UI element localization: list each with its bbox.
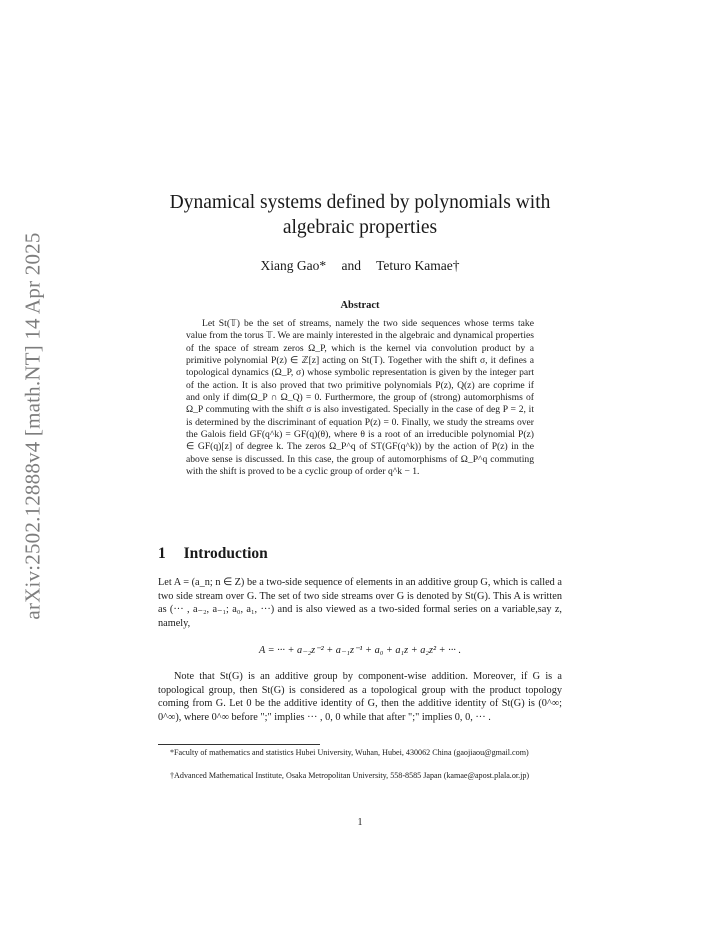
author-kamae: Teturo Kamae† xyxy=(376,258,460,273)
abstract-text: Let St(𝕋) be the set of streams, namely the two side sequences whose terms take value from the torus 𝕋. We are mainly interested in the algebraic and dynamical properties of the space of stream zeros Ω_P, which is the kernel via convolution product by a primitive polynomial P(z) ∈ ℤ[z] acting on St(𝕋). Together with the shift σ, it defines a topological dynamics (Ω_P, σ) whose symbolic representation is given by the integer part of the action. It is also proved that two primitive polynomials P(z), Q(z) are coprime if and only if dim(Ω_P ∩ Ω_Q) = 0. Furthermore, the group of (strong) automorphisms of Ω_P commuting with the shift σ is also investigated. Specially in the case of deg P = 2, it is determined by the discriminant of equation P(z) = 0. Finally, we study the streams over the Galois field GF(q^k) = GF(q)(θ), where θ is a root of an irreducible polynomial P(z) ∈ GF(q)[z] of degree k. The zeros Ω_P^q of ST(GF(q^k)) by the action of P(z) in the above sense is discussed. In this case, the group of automorphisms of Ω_P^q commuting with the shift is proved to be a cyclic group of order q^k − 1. xyxy=(186,318,534,478)
abstract-heading: Abstract xyxy=(340,300,380,311)
author-line xyxy=(160,258,560,274)
section-title: Introduction xyxy=(183,545,268,562)
paper-title: Dynamical systems defined by polynomials with algebraic properties xyxy=(169,192,551,238)
section-heading-introduction xyxy=(158,545,268,563)
author-conjunction: and xyxy=(341,258,361,273)
intro-paragraph-2: Note that St(G) is an additive group by component-wise addition. Moreover, if G is a topological group, then St(G) is considered as a topological group with the product topology coming from G. Let 0 be the additive identity of G, then the additive identity of St(G) is (0^∞; 0^∞), where 0^∞ before ";" implies ··· , 0, 0 while that after ";" implies 0, 0, ··· . xyxy=(158,671,562,723)
footnote-gao: *Faculty of mathematics and statistics Hubei University, Wuhan, Hubei, 430062 China (gaojiaou@gmail.com) xyxy=(170,748,529,757)
arxiv-identifier: arXiv:2502.12888v4 [math.NT] 14 Apr 2025 xyxy=(20,232,45,620)
section-number: 1 xyxy=(158,545,166,562)
intro-paragraph-1: Let A = (a_n; n ∈ Z) be a two-side sequence of elements in an additive group G, which is called a two side stream over G. The set of two side streams over G is denoted by St(G). This A is written as (··· , a₋₂, a₋₁; a₀, a₁, ···) and is also viewed as a two-sided formal series on a variable,say z, namely, xyxy=(158,577,562,629)
display-equation: A = ··· + a₋₂z⁻² + a₋₁z⁻¹ + a₀ + a₁z + a₂z² + ··· . xyxy=(258,645,462,656)
footnote-divider xyxy=(158,744,320,745)
author-gao: Xiang Gao* xyxy=(260,258,327,273)
page-number: 1 xyxy=(357,817,363,828)
footnote-kamae: †Advanced Mathematical Institute, Osaka Metropolitan University, 558-8585 Japan (kamae@apost.plala.or.jp) xyxy=(170,771,530,780)
arxiv-sidebar xyxy=(16,206,50,646)
